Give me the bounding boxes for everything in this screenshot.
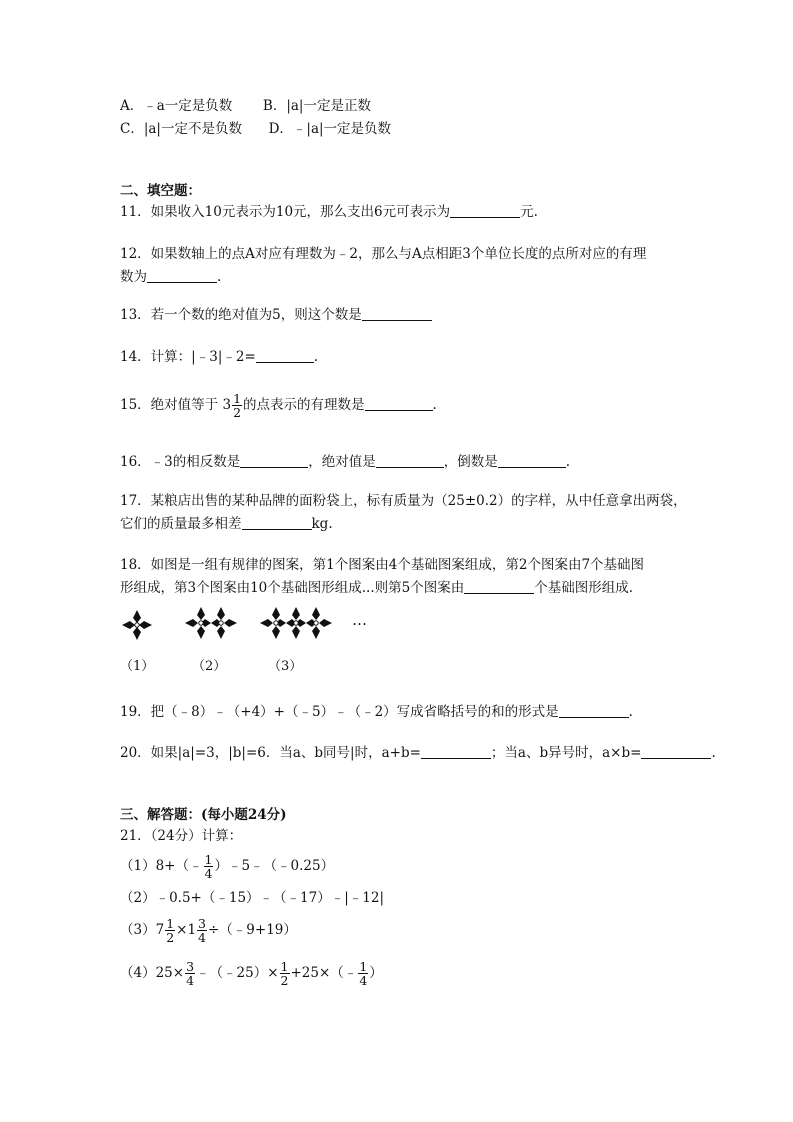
question-17-line2 bbox=[120, 515, 333, 533]
q21-part-1 bbox=[120, 853, 334, 880]
q11-tail: 元. bbox=[520, 204, 538, 220]
question-17-line1: 17．某粮店出售的某种品牌的面粉袋上，标有质量为（25±0.2）的字样，从中任意拿出两袋， bbox=[120, 493, 687, 509]
q10-option-d: D．﹣|a|一定是负数 bbox=[268, 121, 392, 137]
question-11 bbox=[120, 203, 538, 221]
question-21-title: 21．（24分）计算： bbox=[120, 828, 243, 844]
q21-p1-fraction: $\frac{1}{4}$ bbox=[204, 852, 213, 881]
question-12-line2 bbox=[120, 268, 221, 286]
question-20 bbox=[120, 744, 716, 762]
q21-p1-post: ）﹣5﹣（﹣0.25） bbox=[214, 858, 335, 874]
q12-tail: . bbox=[217, 269, 222, 285]
q16-tail: . bbox=[565, 454, 571, 470]
q21-part-4 bbox=[120, 960, 383, 987]
section3-title: 三、解答题：(每小题24分) bbox=[120, 807, 287, 823]
q21-part-3 bbox=[120, 917, 297, 944]
q21-p4-fraction-2: $\frac{1}{2}$ bbox=[280, 959, 289, 988]
q13-answer-blank[interactable] bbox=[362, 306, 432, 321]
question-19 bbox=[120, 703, 633, 721]
q21-p3-fraction-2: $\frac{3}{4}$ bbox=[198, 916, 206, 945]
question-14 bbox=[120, 348, 318, 366]
q14-text: 14．计算：|﹣3|﹣2= bbox=[120, 349, 256, 365]
q10-options-row2 bbox=[120, 120, 391, 138]
q21-p4-pre: （4）25× bbox=[120, 965, 185, 981]
q10-options-row1 bbox=[120, 97, 371, 115]
q16-mid1: ，绝对值是 bbox=[308, 454, 376, 470]
q15-answer-blank[interactable] bbox=[365, 396, 433, 411]
figure-caption-3: （3） bbox=[268, 659, 303, 674]
q11-answer-blank[interactable] bbox=[450, 203, 520, 218]
q21-p4-mid1: ﹣（﹣25）× bbox=[196, 965, 279, 981]
question-18-line2 bbox=[120, 579, 633, 597]
q10-option-c: C．|a|一定不是负数 bbox=[120, 121, 242, 137]
question-13 bbox=[120, 306, 432, 324]
q10-option-a: A．﹣a一定是负数 bbox=[120, 98, 233, 114]
q16-blank-absolute[interactable] bbox=[376, 453, 444, 468]
q15-pre: 15．绝对值等于 3 bbox=[120, 397, 232, 413]
q16-mid2: ，倒数是 bbox=[443, 454, 498, 470]
q10-option-b: B．|a|一定是正数 bbox=[262, 98, 371, 114]
q16-blank-reciprocal[interactable] bbox=[498, 453, 566, 468]
q16-pre: 16．﹣3的相反数是 bbox=[120, 454, 241, 470]
q18-text: 形组成，第3个图案由10个基础图形组成...则第5个图案由 bbox=[120, 580, 465, 596]
q18-answer-blank[interactable] bbox=[464, 579, 534, 594]
pattern-ellipsis: … bbox=[352, 611, 367, 629]
q12-answer-blank[interactable] bbox=[147, 268, 217, 283]
q21-p3-fraction-1: $\frac{1}{2}$ bbox=[166, 916, 175, 945]
q19-answer-blank[interactable] bbox=[559, 703, 629, 718]
pattern-figure-1 bbox=[120, 608, 154, 642]
q21-p4-mid2: +25×（﹣ bbox=[290, 965, 358, 981]
question-12-line1: 12．如果数轴上的点A对应有理数为﹣2，那么与A点相距3个单位长度的点所对应的有理 bbox=[120, 246, 647, 262]
q20-blank-product[interactable] bbox=[641, 744, 711, 759]
q21-p3-post: ÷（﹣9+19） bbox=[208, 922, 297, 938]
figure-caption-2: （2） bbox=[192, 659, 227, 674]
q20-blank-sum[interactable] bbox=[421, 744, 491, 759]
q15-fraction: $\frac{1}{2}$ bbox=[233, 391, 242, 420]
q14-tail: . bbox=[313, 349, 319, 365]
q19-text: 19．把（﹣8）﹣（+4）+（﹣5）﹣（﹣2）写成省略括号的和的形式是 bbox=[120, 704, 559, 720]
q21-p4-fraction-3: $\frac{1}{4}$ bbox=[359, 959, 368, 988]
q16-blank-opposite[interactable] bbox=[240, 453, 308, 468]
q20-mid: ；当a、b异号时，a×b= bbox=[490, 745, 642, 761]
pattern-figure-3 bbox=[258, 605, 334, 641]
q11-text: 11．如果收入10元表示为10元，那么支出6元可表示为 bbox=[120, 204, 451, 220]
q14-answer-blank[interactable] bbox=[256, 348, 314, 363]
pattern-figure-2 bbox=[183, 605, 239, 641]
q21-p3-mid: ×1 bbox=[176, 922, 197, 938]
q17-tail: kg. bbox=[311, 516, 333, 532]
q21-p4-fraction-1: $\frac{3}{4}$ bbox=[186, 959, 195, 988]
q15-post: 的点表示的有理数是 bbox=[243, 397, 365, 413]
q21-p4-post: ） bbox=[369, 965, 383, 981]
figure-caption-1: （1） bbox=[120, 659, 155, 674]
q17-text: 它们的质量最多相差 bbox=[120, 516, 242, 532]
q20-pre: 20．如果|a|=3，|b|=6．当a、b同号|时，a+b= bbox=[120, 745, 421, 761]
q21-p3-pre: （3）7 bbox=[120, 922, 165, 938]
q17-answer-blank[interactable] bbox=[242, 515, 312, 530]
q13-text: 13．若一个数的绝对值为5，则这个数是 bbox=[120, 307, 362, 323]
q12-text: 数为 bbox=[120, 269, 147, 285]
question-18-line1: 18．如图是一组有规律的图案，第1个图案由4个基础图案组成，第2个图案由7个基础图 bbox=[120, 557, 645, 573]
q21-p1-pre: （1）8+（﹣ bbox=[120, 858, 203, 874]
q15-tail: . bbox=[432, 397, 437, 413]
q21-part-2: （2）﹣0.5+（﹣15）﹣（﹣17）﹣|﹣12| bbox=[120, 890, 385, 906]
question-16 bbox=[120, 453, 570, 471]
q18-tail: 个基础图形组成. bbox=[534, 580, 634, 596]
question-15 bbox=[120, 392, 437, 419]
section2-title: 二、填空题： bbox=[120, 183, 201, 199]
q19-tail: . bbox=[628, 704, 633, 720]
q20-tail: . bbox=[711, 745, 716, 761]
